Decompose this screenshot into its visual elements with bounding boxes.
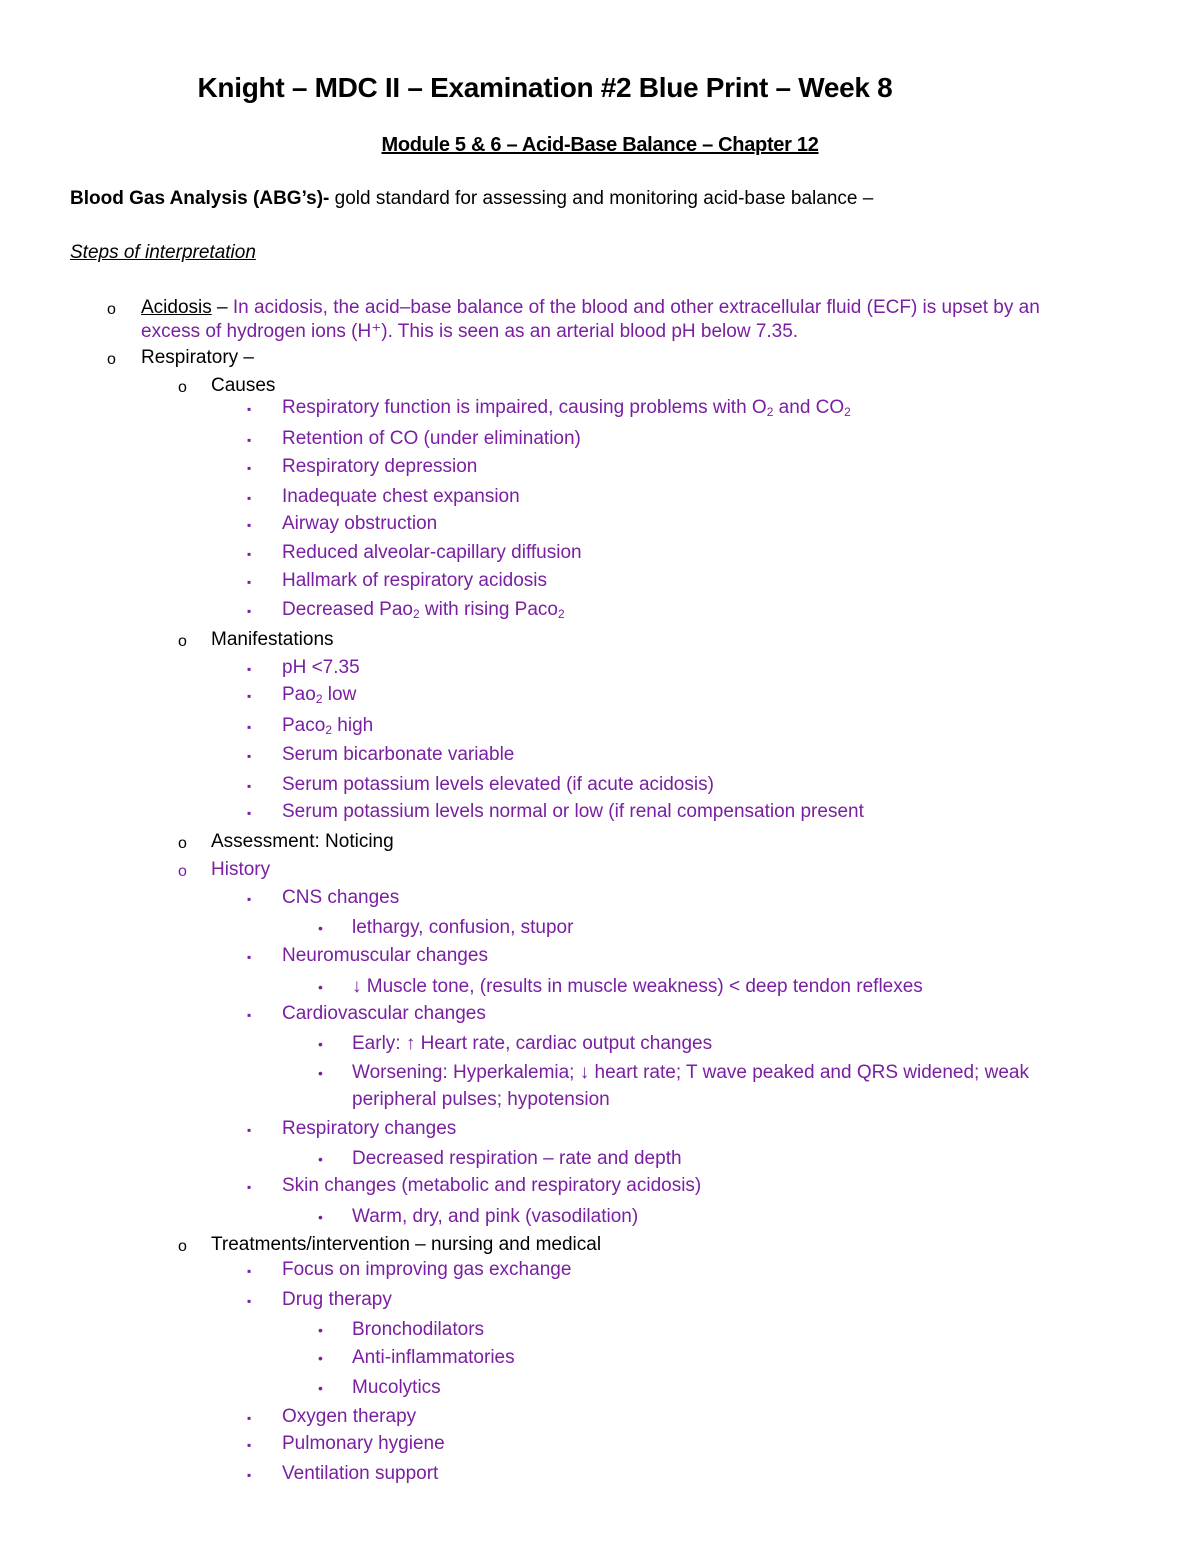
square-bullet: ▪ [247, 433, 252, 447]
circle-bullet: o [107, 301, 116, 318]
history-detail: lethargy, confusion, stupor [352, 917, 574, 938]
manifestation-item: pH <7.35 [282, 657, 360, 678]
history-detail: Worsening: Hyperkalemia; ↓ heart rate; T wave peaked and QRS widened; weak [352, 1062, 1029, 1083]
history-heading: History [211, 859, 271, 880]
square-bullet: ▪ [247, 1468, 252, 1482]
acidosis-line-2: excess of hydrogen ions (H⁺). This is seen as an arterial blood pH below 7.35. [141, 321, 799, 342]
manifestation-item: Paco$_2$ high [282, 715, 374, 737]
treatments-heading: Treatments/intervention – nursing and medical [211, 1234, 602, 1255]
dot-bullet: • [318, 979, 323, 995]
manifestation-item: Serum potassium levels normal or low (if renal compensation present [282, 801, 864, 822]
history-detail: Early: ↑ Heart rate, cardiac output changes [352, 1033, 713, 1054]
square-bullet: ▪ [247, 604, 252, 618]
manifestation-item: Serum potassium levels elevated (if acute acidosis) [282, 774, 714, 795]
square-bullet: ▪ [247, 1123, 252, 1137]
drug-item: Anti-inflammatories [352, 1347, 515, 1368]
manifestation-item: Pao$_2$ low [282, 684, 357, 706]
abg-label: Blood Gas Analysis (ABG’s)- [70, 188, 330, 209]
cause-item: Inadequate chest expansion [282, 486, 520, 507]
square-bullet: ▪ [247, 1180, 252, 1194]
square-bullet: ▪ [247, 779, 252, 793]
abg-text: gold standard for assessing and monitoring acid-base balance – [329, 188, 874, 209]
dot-bullet: • [318, 1209, 323, 1225]
circle-bullet: o [178, 835, 187, 852]
square-bullet: ▪ [247, 689, 252, 703]
cause-item: Airway obstruction [282, 513, 438, 534]
square-bullet: ▪ [247, 950, 252, 964]
square-bullet: ▪ [247, 575, 252, 589]
cause-item: Retention of CO (under elimination) [282, 428, 581, 449]
dot-bullet: • [318, 1350, 323, 1366]
cause-item: Decreased Pao$_2$ with rising Paco$_2$ [282, 599, 565, 621]
causes-heading: Causes [211, 375, 276, 396]
square-bullet: ▪ [247, 662, 252, 676]
history-item: CNS changes [282, 887, 400, 908]
document-title: Knight – MDC II – Examination #2 Blue Print – Week 8 [197, 72, 893, 103]
acidosis-definition: In acidosis, the acid–base balance of the blood and other extracellular fluid (ECF) is upset by an [232, 297, 1040, 318]
square-bullet: ▪ [247, 1411, 252, 1425]
square-bullet: ▪ [247, 892, 252, 906]
dot-bullet: • [318, 1380, 323, 1396]
circle-bullet: o [178, 379, 187, 396]
cause-item: Respiratory depression [282, 456, 478, 477]
dot-bullet: • [318, 1151, 323, 1167]
cause-item: Hallmark of respiratory acidosis [282, 570, 548, 591]
circle-bullet: o [178, 633, 187, 650]
treatment-item: Focus on improving gas exchange [282, 1259, 572, 1280]
circle-bullet: o [107, 351, 116, 368]
history-detail: Warm, dry, and pink (vasodilation) [352, 1206, 639, 1227]
dot-bullet: • [318, 920, 323, 936]
square-bullet: ▪ [247, 1008, 252, 1022]
square-bullet: ▪ [247, 1264, 252, 1278]
history-detail: Decreased respiration – rate and depth [352, 1148, 682, 1169]
history-item: Neuromuscular changes [282, 945, 488, 966]
dot-bullet: • [318, 1065, 323, 1081]
history-item: Respiratory changes [282, 1118, 457, 1139]
treatment-item: Ventilation support [282, 1463, 439, 1484]
history-item: Cardiovascular changes [282, 1003, 486, 1024]
acidosis-line-1 [141, 296, 1040, 320]
assessment-heading: Assessment: Noticing [211, 831, 394, 852]
acidosis-dash: – [211, 297, 233, 318]
history-detail-continued: peripheral pulses; hypotension [352, 1089, 610, 1110]
square-bullet: ▪ [247, 402, 252, 416]
drug-item: Mucolytics [352, 1377, 441, 1398]
dot-bullet: • [318, 1036, 323, 1052]
treatment-item: Oxygen therapy [282, 1406, 417, 1427]
square-bullet: ▪ [247, 749, 252, 763]
square-bullet: ▪ [247, 518, 252, 532]
manifestation-item: Serum bicarbonate variable [282, 744, 515, 765]
module-heading: Module 5 & 6 – Acid-Base Balance – Chapter 12 [381, 134, 819, 156]
square-bullet: ▪ [247, 720, 252, 734]
drug-item: Bronchodilators [352, 1319, 485, 1340]
steps-heading: Steps of interpretation [70, 242, 256, 263]
history-item: Skin changes (metabolic and respiratory acidosis) [282, 1175, 702, 1196]
square-bullet: ▪ [247, 1438, 252, 1452]
square-bullet: ▪ [247, 806, 252, 820]
dot-bullet: • [318, 1322, 323, 1338]
treatment-item: Pulmonary hygiene [282, 1433, 445, 1454]
acidosis-term: Acidosis [141, 297, 212, 318]
history-detail: ↓ Muscle tone, (results in muscle weakness) < deep tendon reflexes [352, 976, 923, 997]
treatment-item: Drug therapy [282, 1289, 392, 1310]
square-bullet: ▪ [247, 547, 252, 561]
square-bullet: ▪ [247, 491, 252, 505]
square-bullet: ▪ [247, 1294, 252, 1308]
square-bullet: ▪ [247, 461, 252, 475]
circle-bullet: o [178, 863, 187, 880]
manifestations-heading: Manifestations [211, 629, 334, 650]
cause-item: Reduced alveolar-capillary diffusion [282, 542, 582, 563]
abg-paragraph [70, 188, 873, 210]
respiratory-heading: Respiratory – [141, 347, 254, 368]
cause-item: Respiratory function is impaired, causing problems with $O_2$ and $CO_2$ [282, 397, 851, 419]
circle-bullet: o [178, 1238, 187, 1255]
